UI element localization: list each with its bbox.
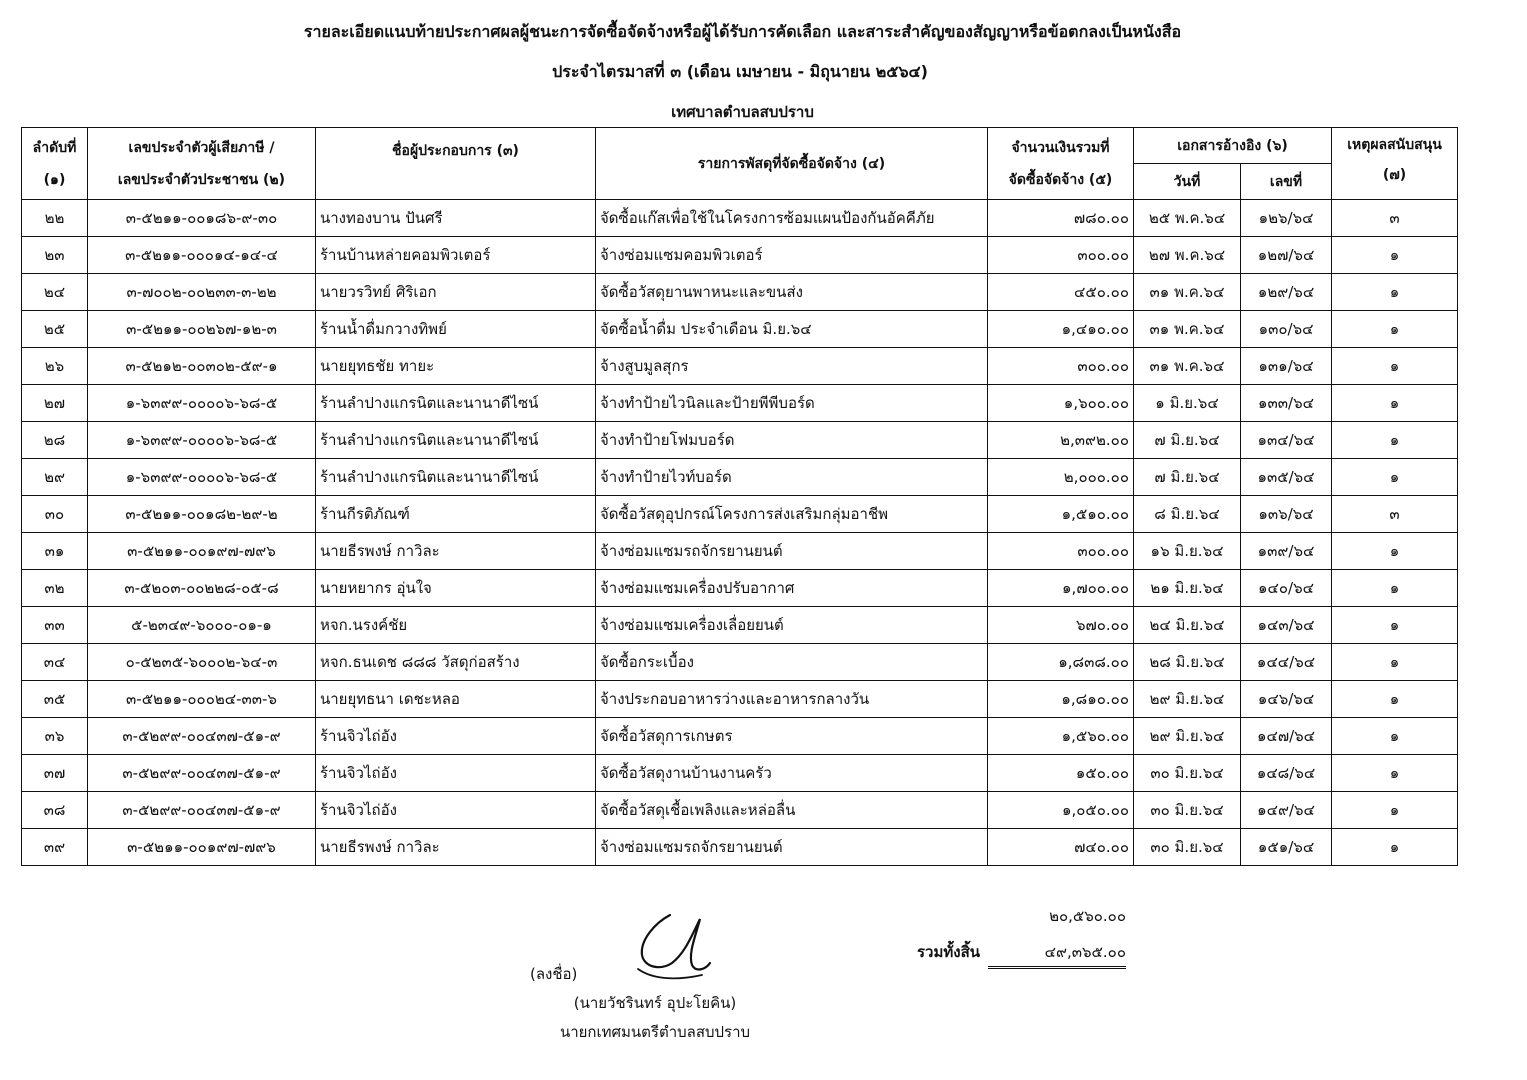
row-taxid: ๓-๕๒๙๙-๐๐๔๓๗-๕๑-๙	[88, 792, 316, 829]
row-taxid: ๓-๕๒๑๑-๐๐๐๒๔-๓๓-๖	[88, 681, 316, 718]
row-no: ๒๙	[22, 459, 88, 496]
row-amount: ๓๐๐.๐๐	[988, 237, 1134, 274]
row-docno: ๑๒๗/๖๔	[1241, 237, 1332, 274]
row-item: จัดซื้อแก๊สเพื่อใช้ในโครงการซ้อมแผนป้องกันอัคคีภัย	[596, 200, 988, 237]
table-row	[22, 533, 1458, 570]
row-reason: ๑	[1332, 422, 1458, 459]
row-vendor: นายธีรพงษ์ กาวิละ	[316, 829, 596, 866]
row-no: ๒๗	[22, 385, 88, 422]
row-vendor: ร้านจิวไถ่อัง	[316, 718, 596, 755]
row-docno: ๑๒๖/๖๔	[1241, 200, 1332, 237]
row-amount: ๑,๕๖๐.๐๐	[988, 718, 1134, 755]
row-docno: ๑๓๑/๖๔	[1241, 348, 1332, 385]
signatory-name: (นายวัชรินทร์ อุปะโยคิน)	[573, 994, 737, 1012]
row-item: จ้างประกอบอาหารว่างและอาหารกลางวัน	[596, 681, 988, 718]
row-taxid: ๐-๕๒๓๕-๖๐๐๐๒-๖๔-๓	[88, 644, 316, 681]
document-subtitle-quarter: ประจำไตรมาสที่ ๓ (เดือน เมษายน - มิถุนายน ๒๕๖๔)	[552, 62, 928, 81]
row-date: ๗ มิ.ย.๖๔	[1134, 459, 1241, 496]
row-reason: ๓	[1332, 200, 1458, 237]
row-item: จ้างซ่อมแซมเครื่องปรับอากาศ	[596, 570, 988, 607]
row-vendor: ร้านกีรติภัณฑ์	[316, 496, 596, 533]
row-no: ๓๓	[22, 607, 88, 644]
row-date: ๓๑ พ.ค.๖๔	[1134, 311, 1241, 348]
row-date: ๓๐ มิ.ย.๖๔	[1134, 829, 1241, 866]
row-vendor: ร้านลำปางแกรนิตและนานาดีไซน์	[316, 459, 596, 496]
row-amount: ๑,๘๑๐.๐๐	[988, 681, 1134, 718]
row-amount: ๒,๐๐๐.๐๐	[988, 459, 1134, 496]
row-amount: ๑,๕๑๐.๐๐	[988, 496, 1134, 533]
signature-label: (ลงชื่อ)	[530, 965, 578, 983]
row-no: ๒๕	[22, 311, 88, 348]
row-amount: ๑,๘๓๘.๐๐	[988, 644, 1134, 681]
table-row	[22, 607, 1458, 644]
row-docno: ๑๔๘/๖๔	[1241, 755, 1332, 792]
row-taxid: ๑-๖๓๙๙-๐๐๐๐๖-๖๘-๕	[88, 385, 316, 422]
table-row	[22, 200, 1458, 237]
row-no: ๒๘	[22, 422, 88, 459]
row-reason: ๑	[1332, 718, 1458, 755]
grand-total-label: รวมทั้งสิ้น	[917, 943, 980, 961]
row-vendor: นายยุทธนา เดชะหลอ	[316, 681, 596, 718]
row-taxid: ๓-๕๒๑๑-๐๐๑๙๗-๗๙๖	[88, 533, 316, 570]
row-no: ๓๗	[22, 755, 88, 792]
row-docno: ๑๔๗/๖๔	[1241, 718, 1332, 755]
col-header-amount-line2: จัดซื้อจัดจ้าง (๕)	[1008, 171, 1113, 188]
row-docno: ๑๒๙/๖๔	[1241, 274, 1332, 311]
table-row	[22, 792, 1458, 829]
row-no: ๓๔	[22, 644, 88, 681]
row-item: จัดซื้อน้ำดื่ม ประจำเดือน มิ.ย.๖๔	[596, 311, 988, 348]
row-vendor: นายยุทธชัย ทายะ	[316, 348, 596, 385]
row-item: จ้างทำป้ายไวท์บอร์ด	[596, 459, 988, 496]
row-no: ๓๘	[22, 792, 88, 829]
row-reason: ๑	[1332, 792, 1458, 829]
row-date: ๓๑ พ.ค.๖๔	[1134, 348, 1241, 385]
row-amount: ๗๔๐.๐๐	[988, 829, 1134, 866]
row-item: จัดซื้อวัสดุเชื้อเพลิงและหล่อลื่น	[596, 792, 988, 829]
row-vendor: นายวรวิทย์ ศิริเอก	[316, 274, 596, 311]
row-vendor: หจก.ธนเดช ๘๘๘ วัสดุก่อสร้าง	[316, 644, 596, 681]
table-row	[22, 496, 1458, 533]
col-header-no-ref: (๑)	[43, 171, 66, 188]
row-docno: ๑๕๑/๖๔	[1241, 829, 1332, 866]
row-taxid: ๑-๖๓๙๙-๐๐๐๐๖-๖๘-๕	[88, 422, 316, 459]
table-body	[22, 200, 1458, 866]
row-docno: ๑๓๔/๖๔	[1241, 422, 1332, 459]
row-docno: ๑๓๐/๖๔	[1241, 311, 1332, 348]
table-row	[22, 385, 1458, 422]
signatory-position: นายกเทศมนตรีตำบลสบปราบ	[559, 1023, 751, 1041]
row-no: ๓๒	[22, 570, 88, 607]
row-item: จ้างซ่อมแซมรถจักรยานยนต์	[596, 829, 988, 866]
col-header-taxid-line2: เลขประจำตัวประชาชน (๒)	[117, 171, 286, 188]
row-taxid: ๓-๕๒๑๑-๐๐๑๘๖-๙-๓๐	[88, 200, 316, 237]
row-item: จ้างซ่อมแซมคอมพิวเตอร์	[596, 237, 988, 274]
row-vendor: ร้านบ้านหล่ายคอมพิวเตอร์	[316, 237, 596, 274]
row-item: จัดซื้อวัสดุอุปกรณ์โครงการส่งเสริมกลุ่มอาชีพ	[596, 496, 988, 533]
row-no: ๓๖	[22, 718, 88, 755]
row-amount: ๑,๖๐๐.๐๐	[988, 385, 1134, 422]
row-vendor: นางทองบาน ปันศรี	[316, 200, 596, 237]
grand-total-amount: ๔๙,๓๖๕.๐๐	[988, 940, 1126, 969]
row-amount: ๑,๔๑๐.๐๐	[988, 311, 1134, 348]
row-date: ๒๙ มิ.ย.๖๔	[1134, 681, 1241, 718]
col-header-reason	[1332, 128, 1458, 200]
row-reason: ๑	[1332, 533, 1458, 570]
procurement-table	[21, 127, 1458, 866]
row-taxid: ๓-๕๒๐๓-๐๐๒๒๘-๐๕-๘	[88, 570, 316, 607]
col-header-date: วันที่	[1134, 164, 1241, 200]
row-taxid: ๓-๕๒๑๑-๐๐๒๖๗-๑๒-๓	[88, 311, 316, 348]
col-header-amount-line1: จำนวนเงินรวมที่	[1011, 139, 1110, 156]
row-item: จ้างซ่อมแซมรถจักรยานยนต์	[596, 533, 988, 570]
row-reason: ๑	[1332, 274, 1458, 311]
row-reason: ๑	[1332, 570, 1458, 607]
row-item: จัดซื้อวัสดุการเกษตร	[596, 718, 988, 755]
row-taxid: ๓-๕๒๑๑-๐๐๑๙๗-๗๙๖	[88, 829, 316, 866]
col-header-items: รายการพัสดุที่จัดซื้อจัดจ้าง (๔)	[596, 128, 988, 200]
col-header-docno: เลขที่	[1241, 164, 1332, 200]
col-header-taxid	[88, 128, 316, 200]
row-item: จัดซื้อวัสดุยานพาหนะและขนส่ง	[596, 274, 988, 311]
row-amount: ๑,๗๐๐.๐๐	[988, 570, 1134, 607]
row-taxid: ๓-๗๐๐๒-๐๐๒๓๓-๓-๒๒	[88, 274, 316, 311]
row-item: จ้างทำป้ายโฟมบอร์ด	[596, 422, 988, 459]
row-no: ๓๕	[22, 681, 88, 718]
row-vendor: นายหยากร อุ่นใจ	[316, 570, 596, 607]
row-date: ๑๖ มิ.ย.๖๔	[1134, 533, 1241, 570]
row-docno: ๑๓๙/๖๔	[1241, 533, 1332, 570]
row-docno: ๑๔๖/๖๔	[1241, 681, 1332, 718]
row-no: ๓๙	[22, 829, 88, 866]
col-header-vendor: ชื่อผู้ประกอบการ (๓)	[316, 128, 596, 200]
table-row	[22, 348, 1458, 385]
row-amount: ๒,๓๙๒.๐๐	[988, 422, 1134, 459]
row-reason: ๑	[1332, 681, 1458, 718]
row-docno: ๑๓๕/๖๔	[1241, 459, 1332, 496]
row-item: จ้างทำป้ายไวนิลและป้ายพีพีบอร์ด	[596, 385, 988, 422]
document-title: รายละเอียดแนบท้ายประกาศผลผู้ชนะการจัดซื้อจัดจ้างหรือผู้ได้รับการคัดเลือก และสาระสำคัญของสัญญาหรือข้อตกลงเป็นหนังสือ	[303, 22, 1182, 41]
table-row	[22, 237, 1458, 274]
row-reason: ๑	[1332, 829, 1458, 866]
row-amount: ๔๕๐.๐๐	[988, 274, 1134, 311]
row-reason: ๑	[1332, 385, 1458, 422]
row-date: ๓๑ พ.ค.๖๔	[1134, 274, 1241, 311]
col-header-ref-docs: เอกสารอ้างอิง (๖)	[1134, 128, 1332, 164]
row-date: ๗ มิ.ย.๖๔	[1134, 422, 1241, 459]
row-amount: ๗๘๐.๐๐	[988, 200, 1134, 237]
row-amount: ๑,๐๕๐.๐๐	[988, 792, 1134, 829]
row-reason: ๓	[1332, 496, 1458, 533]
row-reason: ๑	[1332, 348, 1458, 385]
row-vendor: ร้านจิวไถ่อัง	[316, 755, 596, 792]
row-date: ๑ มิ.ย.๖๔	[1134, 385, 1241, 422]
organization-name: เทศบาลตำบลสบปราบ	[671, 103, 814, 121]
col-header-amount	[988, 128, 1134, 200]
col-header-taxid-line1: เลขประจำตัวผู้เสียภาษี /	[128, 139, 275, 156]
row-date: ๒๔ มิ.ย.๖๔	[1134, 607, 1241, 644]
row-date: ๓๐ มิ.ย.๖๔	[1134, 755, 1241, 792]
row-item: จัดซื้อกระเบื้อง	[596, 644, 988, 681]
row-reason: ๑	[1332, 459, 1458, 496]
row-date: ๒๕ พ.ค.๖๔	[1134, 200, 1241, 237]
row-date: ๓๐ มิ.ย.๖๔	[1134, 792, 1241, 829]
row-date: ๒๗ พ.ค.๖๔	[1134, 237, 1241, 274]
row-docno: ๑๔๙/๖๔	[1241, 792, 1332, 829]
row-item: จ้างซ่อมแซมเครื่องเลื่อยยนต์	[596, 607, 988, 644]
row-item: จ้างสูบมูลสุกร	[596, 348, 988, 385]
row-reason: ๑	[1332, 607, 1458, 644]
col-header-no-label: ลำดับที่	[32, 139, 77, 156]
table-row	[22, 829, 1458, 866]
row-docno: ๑๔๓/๖๔	[1241, 607, 1332, 644]
table-row	[22, 718, 1458, 755]
row-reason: ๑	[1332, 237, 1458, 274]
table-row	[22, 274, 1458, 311]
row-amount: ๖๗๐.๐๐	[988, 607, 1134, 644]
row-date: ๘ มิ.ย.๖๔	[1134, 496, 1241, 533]
row-no: ๓๐	[22, 496, 88, 533]
row-amount: ๑๕๐.๐๐	[988, 755, 1134, 792]
table-row	[22, 755, 1458, 792]
row-vendor: หจก.นรงค์ชัย	[316, 607, 596, 644]
table-row	[22, 681, 1458, 718]
row-docno: ๑๓๓/๖๔	[1241, 385, 1332, 422]
row-vendor: ร้านลำปางแกรนิตและนานาดีไซน์	[316, 422, 596, 459]
row-taxid: ๓-๕๒๑๒-๐๐๓๐๒-๕๙-๑	[88, 348, 316, 385]
table-row	[22, 570, 1458, 607]
row-no: ๒๓	[22, 237, 88, 274]
row-taxid: ๑-๖๓๙๙-๐๐๐๐๖-๖๘-๕	[88, 459, 316, 496]
row-reason: ๑	[1332, 311, 1458, 348]
row-docno: ๑๔๐/๖๔	[1241, 570, 1332, 607]
row-item: จัดซื้อวัสดุงานบ้านงานครัว	[596, 755, 988, 792]
table-row	[22, 644, 1458, 681]
row-date: ๒๙ มิ.ย.๖๔	[1134, 718, 1241, 755]
row-docno: ๑๔๔/๖๔	[1241, 644, 1332, 681]
col-header-reason-line2: (๗)	[1382, 167, 1407, 183]
row-vendor: ร้านลำปางแกรนิตและนานาดีไซน์	[316, 385, 596, 422]
row-docno: ๑๓๖/๖๔	[1241, 496, 1332, 533]
row-date: ๒๘ มิ.ย.๖๔	[1134, 644, 1241, 681]
row-reason: ๑	[1332, 644, 1458, 681]
handwritten-signature-icon	[630, 905, 720, 985]
row-amount: ๓๐๐.๐๐	[988, 533, 1134, 570]
row-vendor: ร้านน้ำดื่มกวางทิพย์	[316, 311, 596, 348]
col-header-reason-line1: เหตุผลสนับสนุน	[1347, 137, 1442, 153]
table-row	[22, 422, 1458, 459]
subtotal-amount: ๒๐,๕๖๐.๐๐	[1049, 907, 1126, 925]
row-reason: ๑	[1332, 755, 1458, 792]
row-no: ๒๖	[22, 348, 88, 385]
row-taxid: ๓-๕๒๙๙-๐๐๔๓๗-๕๑-๙	[88, 718, 316, 755]
row-vendor: ร้านจิวไถ่อัง	[316, 792, 596, 829]
row-vendor: นายธีรพงษ์ กาวิละ	[316, 533, 596, 570]
row-no: ๓๑	[22, 533, 88, 570]
table-row	[22, 311, 1458, 348]
row-taxid: ๓-๕๒๑๑-๐๐๑๘๒-๒๙-๒	[88, 496, 316, 533]
table-row	[22, 459, 1458, 496]
row-date: ๒๑ มิ.ย.๖๔	[1134, 570, 1241, 607]
row-amount: ๓๐๐.๐๐	[988, 348, 1134, 385]
row-taxid: ๕-๒๓๔๙-๖๐๐๐-๐๑-๑	[88, 607, 316, 644]
row-taxid: ๓-๕๒๙๙-๐๐๔๓๗-๕๑-๙	[88, 755, 316, 792]
col-header-no	[22, 128, 88, 200]
row-taxid: ๓-๕๒๑๑-๐๐๐๑๔-๑๔-๔	[88, 237, 316, 274]
row-no: ๒๔	[22, 274, 88, 311]
row-no: ๒๒	[22, 200, 88, 237]
